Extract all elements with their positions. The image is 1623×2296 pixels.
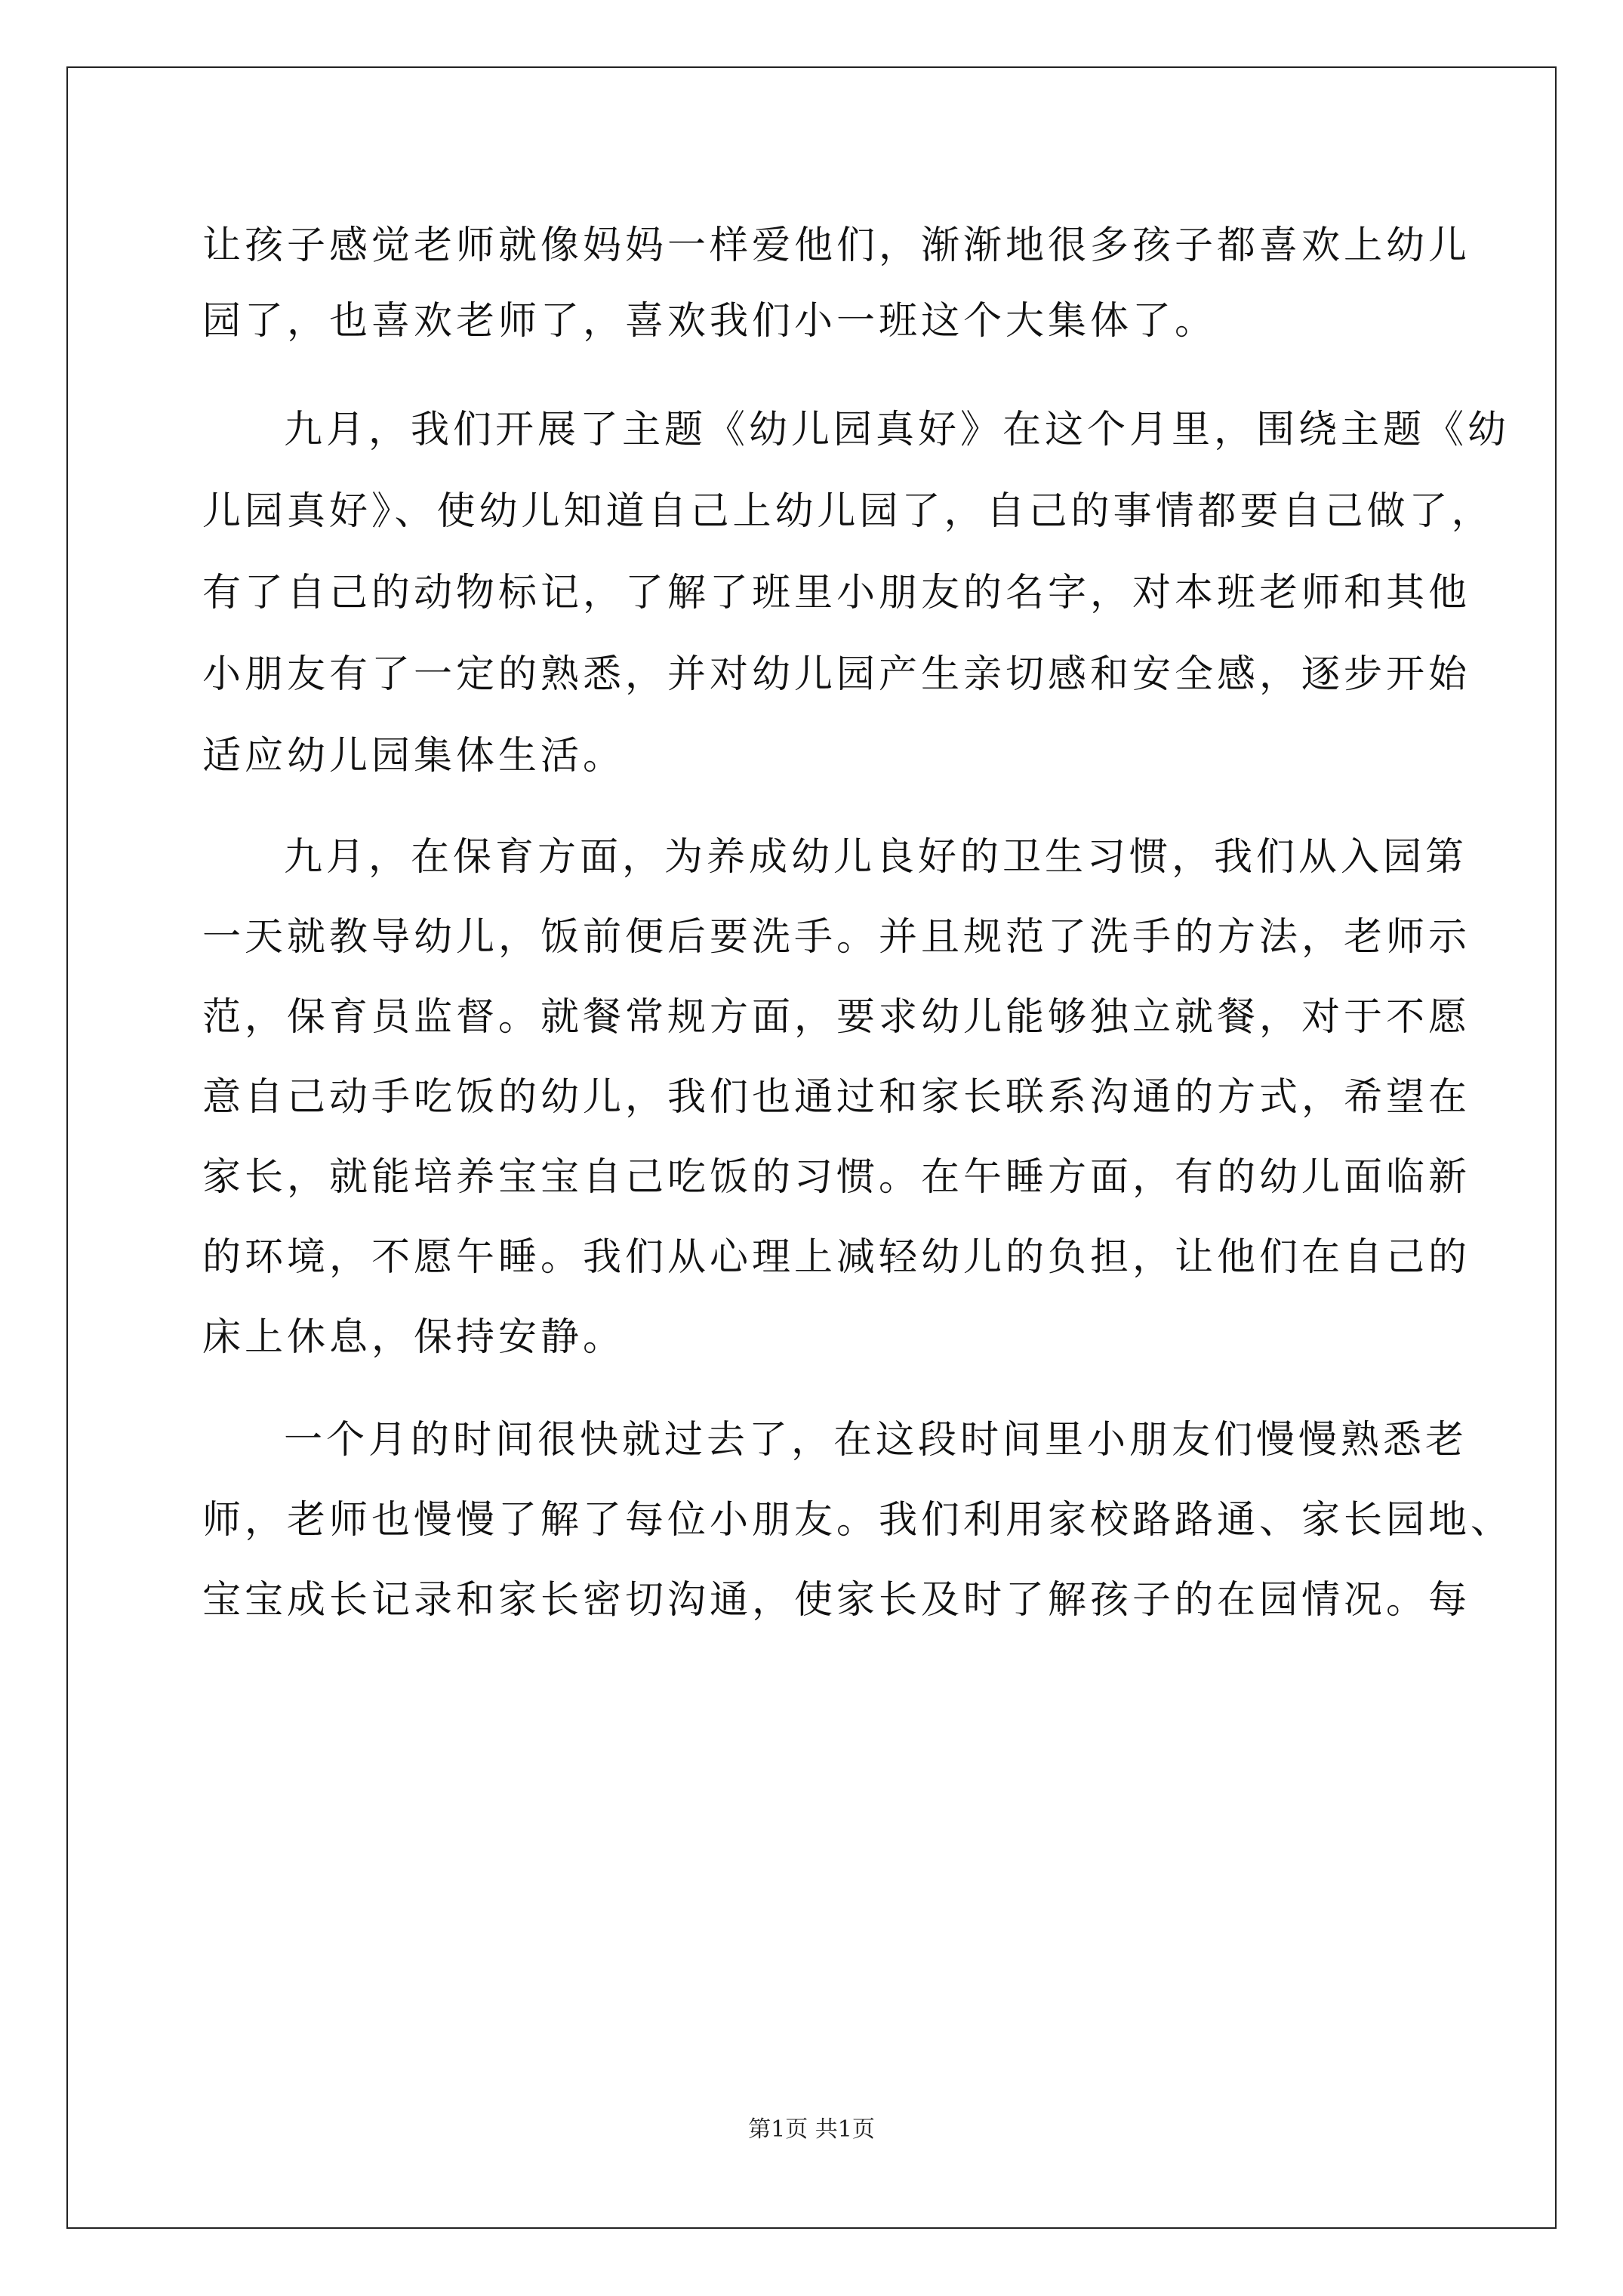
text-line: 儿园真好》、使幼儿知道自己上幼儿园了，自己的事情都要自己做了， [202, 489, 1494, 534]
text-line: 一天就教导幼儿，饭前便后要洗手。并且规范了洗手的方法，老师示 [202, 915, 1471, 960]
text-line: 家长，就能培养宝宝自己吃饭的习惯。在午睡方面，有的幼儿面临新 [202, 1155, 1471, 1200]
page-footer [0, 2116, 1623, 2143]
text-line: 的环境，不愿午睡。我们从心理上减轻幼儿的负担，让他们在自己的 [202, 1235, 1471, 1280]
text-line: 床上休息，保持安静。 [202, 1315, 626, 1360]
text-line: 范，保育员监督。就餐常规方面，要求幼儿能够独立就餐，对于不愿 [202, 995, 1471, 1040]
page-border [66, 66, 1557, 2229]
text-line: 有了自己的动物标记，了解了班里小朋友的名字，对本班老师和其他 [202, 571, 1471, 615]
text-line: 师，老师也慢慢了解了每位小朋友。我们利用家校路路通、家长园地、 [202, 1498, 1514, 1542]
text-line: 小朋友有了一定的熟悉，并对幼儿园产生亲切感和安全感，逐步开始 [202, 652, 1471, 697]
paragraph-first-line: 一个月的时间很快就过去了，在这段时间里小朋友们慢慢熟悉老 [284, 1418, 1468, 1462]
text-line: 适应幼儿园集体生活。 [202, 734, 626, 778]
page-number-label: 第1页 共1页 [748, 2116, 875, 2143]
text-line: 让孩子感觉老师就像妈妈一样爱他们，渐渐地很多孩子都喜欢上幼儿 [202, 223, 1471, 268]
text-line: 宝宝成长记录和家长密切沟通，使家长及时了解孩子的在园情况。每 [202, 1578, 1471, 1623]
text-line: 园了，也喜欢老师了，喜欢我们小一班这个大集体了。 [202, 299, 1218, 344]
text-line: 意自己动手吃饭的幼儿，我们也通过和家长联系沟通的方式，希望在 [202, 1075, 1471, 1120]
paragraph-first-line: 九月，我们开展了主题《幼儿园真好》在这个月里，围绕主题《幼 [284, 408, 1511, 452]
paragraph-first-line: 九月，在保育方面，为养成幼儿良好的卫生习惯，我们从入园第 [284, 835, 1468, 880]
